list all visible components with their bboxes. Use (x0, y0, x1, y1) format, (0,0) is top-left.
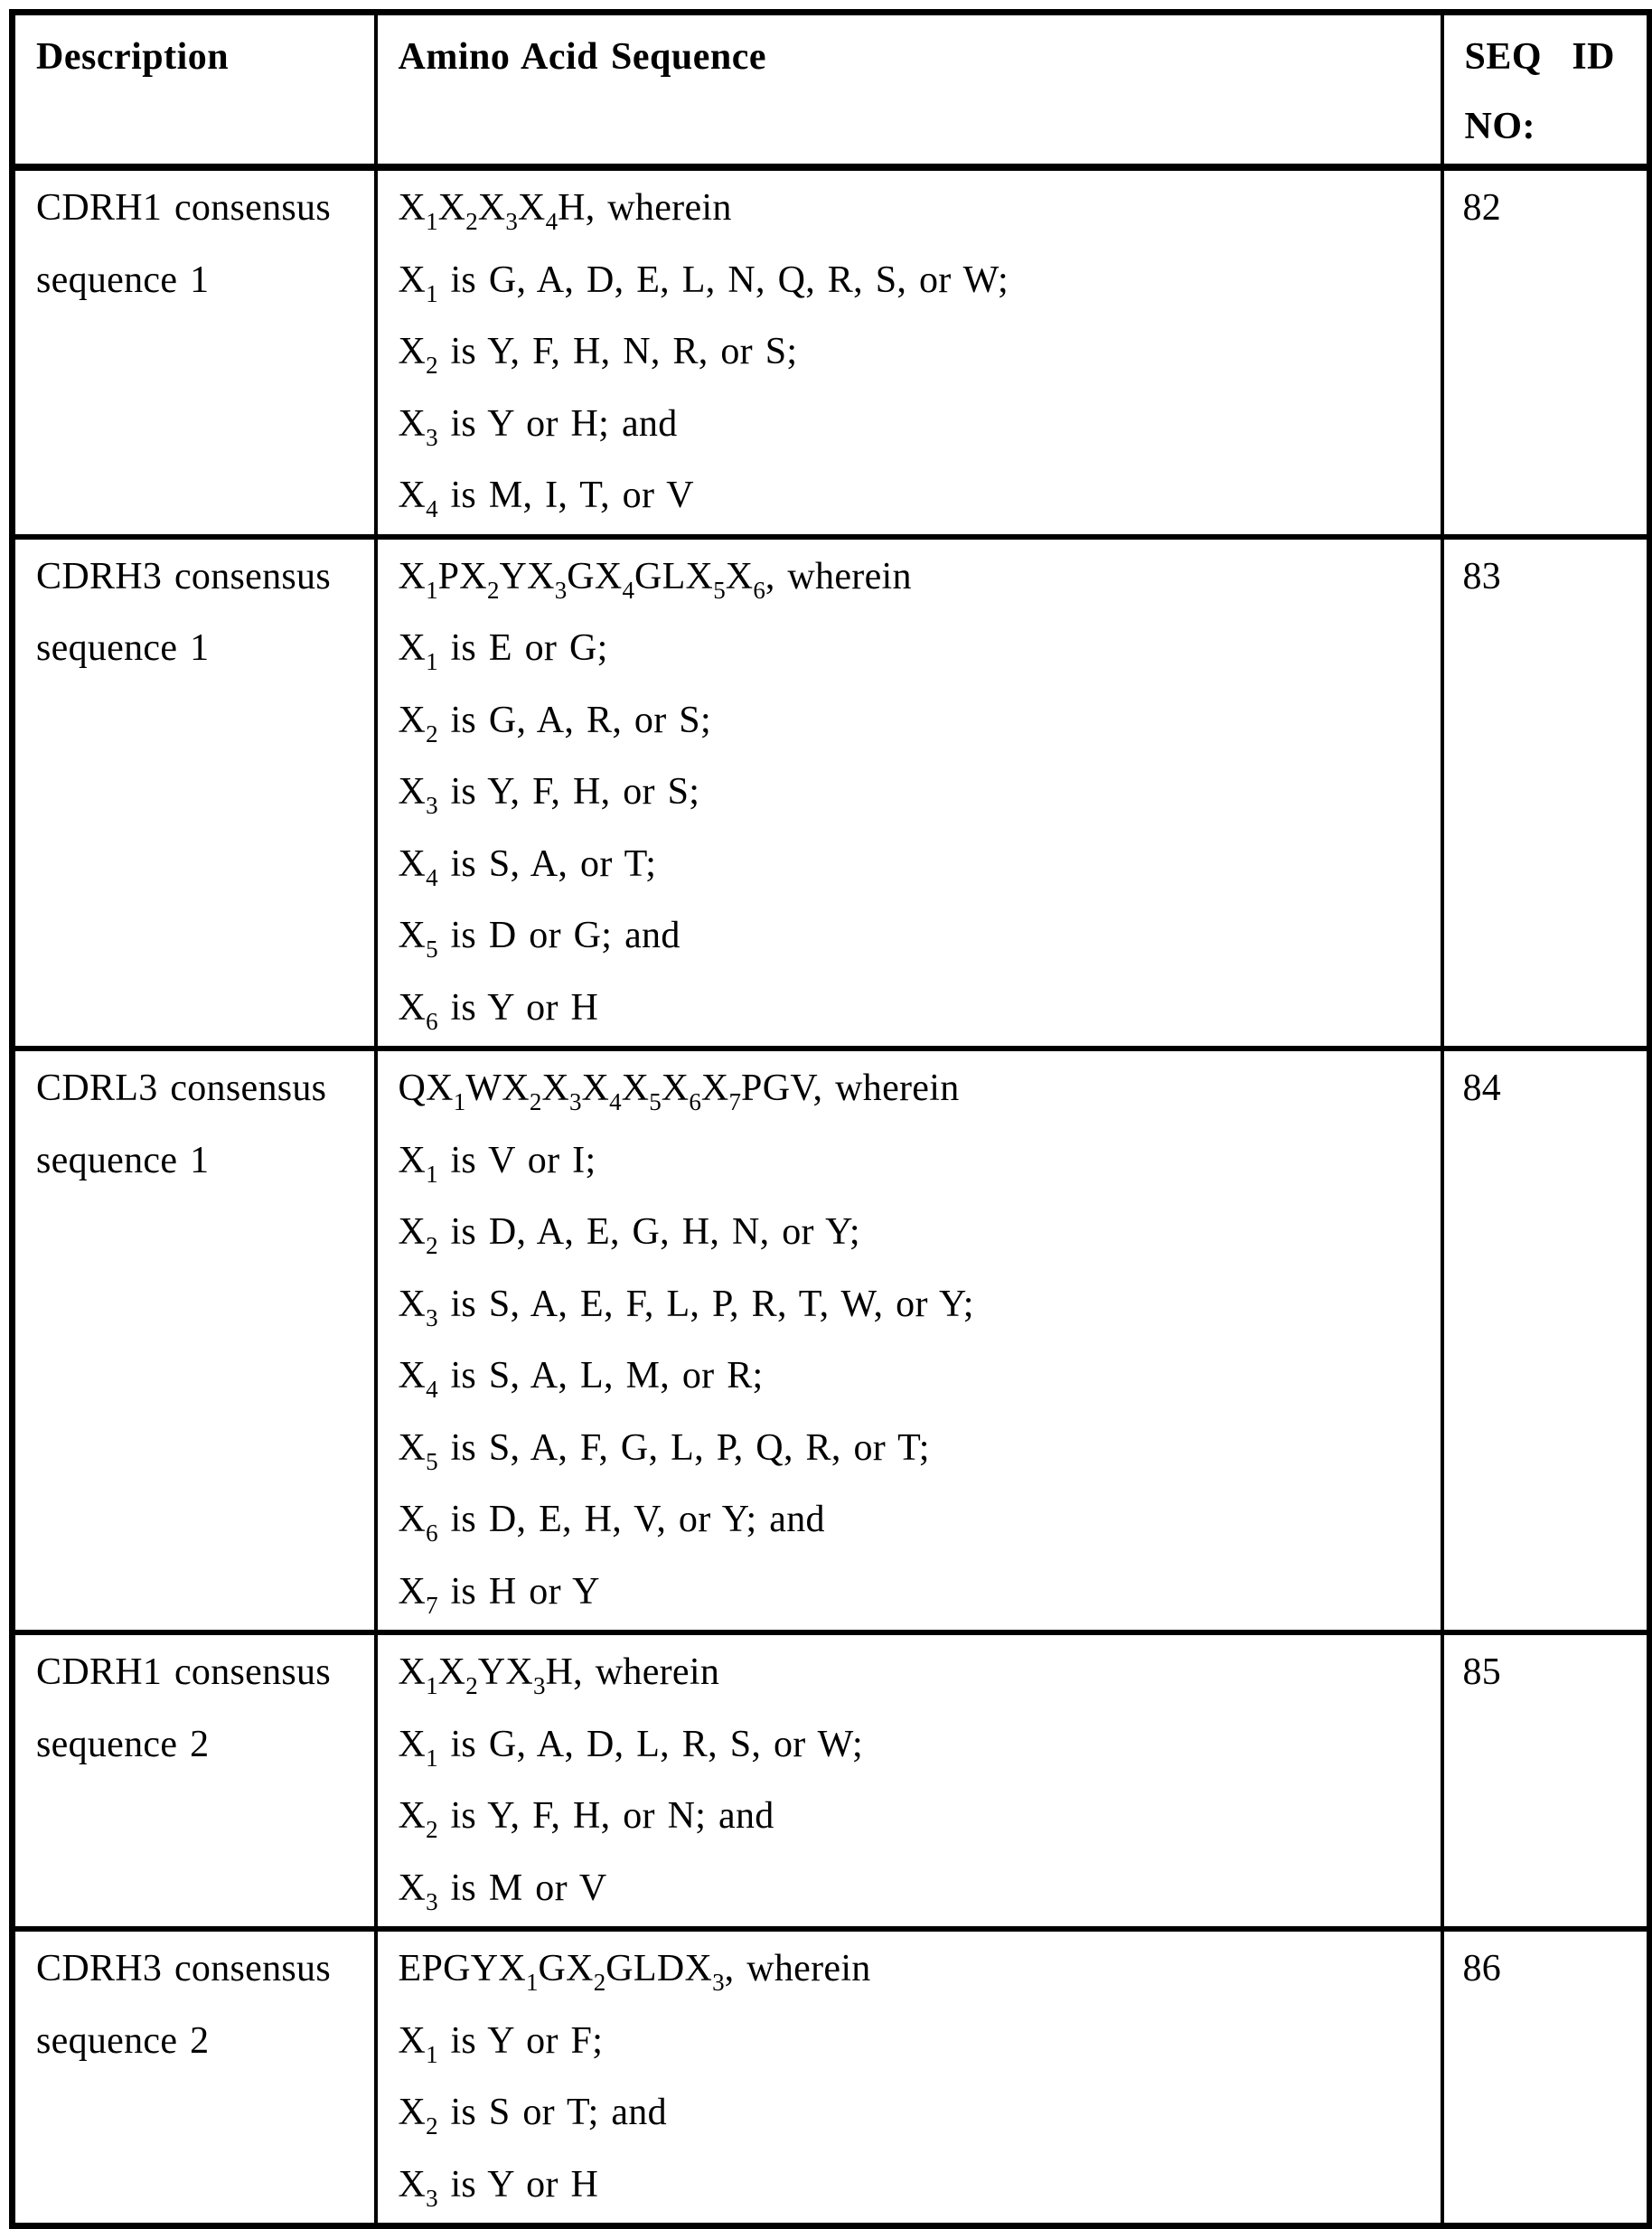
seq-id-value: 86 (1462, 1948, 1502, 1989)
seq-id-value: 85 (1462, 1651, 1502, 1693)
header-row (13, 13, 1650, 168)
header-description (13, 13, 376, 168)
sequence-line: $X_1$ is E or G; (398, 627, 608, 675)
description-line: sequence 2 (36, 2019, 210, 2062)
description-line: CDRH3 consensus (36, 1948, 332, 1989)
table-row (13, 1929, 1650, 2226)
header-description-label: Description (36, 36, 230, 78)
sequence-line: $X_2$ is D, A, E, G, H, N, or Y; (398, 1211, 860, 1259)
sequence-line: $X_6$ is Y or H (398, 986, 599, 1035)
seq-id-value: 83 (1462, 555, 1502, 597)
sequence-line: $X_2$ is Y, F, H, N, R, or S; (398, 331, 798, 379)
description-line: CDRL3 consensus (36, 1067, 327, 1109)
description-line: sequence 1 (36, 1139, 210, 1181)
sequence-line: $X_2$ is S or T; and (398, 2092, 667, 2140)
description-cell (13, 1049, 376, 1632)
sequence-line: $X_2$ is G, A, R, or S; (398, 699, 711, 748)
sequence-line: $X_6$ is D, E, H, V, or Y; and (398, 1499, 825, 1547)
seq-id-value: 82 (1462, 187, 1502, 229)
sequence-line: $X_3$ is M or V (398, 1867, 607, 1915)
sequence-line: $X_2$ is Y, F, H, or N; and (398, 1795, 774, 1843)
table-body (13, 167, 1650, 2226)
header-amino-acid-sequence (376, 13, 1442, 168)
sequence-line: $X_1$ is V or I; (398, 1139, 596, 1188)
sequence-line: $X_1$ is Y or F; (398, 2019, 604, 2068)
sequence-line: $X_7$ is H or Y (398, 1570, 600, 1619)
header-amino-acid-sequence-label: Amino Acid Sequence (398, 36, 767, 78)
description-line: sequence 1 (36, 627, 210, 669)
description-cell (13, 1929, 376, 2226)
header-seq-word: SEQ (1464, 36, 1543, 78)
sequence-cell (376, 537, 1442, 1049)
seq-id-cell (1442, 1049, 1650, 1632)
sequence-line: $X_5$ is D or G; and (398, 915, 681, 963)
header-id-word: ID (1572, 36, 1615, 78)
header-seq-id-line1 (1465, 23, 1638, 92)
sequence-line: $X_4$ is M, I, T, or V (398, 475, 694, 522)
sequence-cell (376, 1049, 1442, 1632)
sequence-line: $X_3$ is S, A, E, F, L, P, R, T, W, or Y; (398, 1283, 974, 1331)
table-header (13, 13, 1650, 168)
seq-id-cell (1442, 537, 1650, 1049)
seq-id-cell (1442, 1929, 1650, 2226)
sequence-cell (376, 167, 1442, 537)
description-line: CDRH3 consensus (36, 555, 332, 597)
description-cell (13, 537, 376, 1049)
description-cell (13, 167, 376, 537)
description-line: sequence 2 (36, 1723, 210, 1765)
seq-id-cell (1442, 167, 1650, 537)
sequence-line: $X_3$ is Y, F, H, or S; (398, 771, 700, 819)
table-row (13, 167, 1650, 537)
sequence-line: $EPGYX_1GX_2GLDX_3$, wherein (398, 1948, 871, 1996)
sequence-line: $X_1$ is G, A, D, E, L, N, Q, R, S, or W; (398, 259, 1009, 307)
sequence-line: $X_5$ is S, A, F, G, L, P, Q, R, or T; (398, 1426, 930, 1475)
header-no-word: NO: (1464, 106, 1535, 147)
sequence-line: $X_4$ is S, A, L, M, or R; (398, 1355, 764, 1403)
table-row (13, 1049, 1650, 1632)
sequence-line: $X_3$ is Y or H; and (398, 402, 678, 451)
sequence-line: $X_4$ is S, A, or T; (398, 842, 657, 891)
description-line: CDRH1 consensus (36, 1651, 332, 1693)
sequence-line: $X_3$ is Y or H (398, 2163, 599, 2212)
sequence-line: $X_1PX_2YX_3GX_4GLX_5X_6$, wherein (398, 555, 912, 604)
sequence-line: $X_1X_2X_3X_4H$, wherein (398, 187, 732, 235)
description-cell (13, 1632, 376, 1929)
sequence-cell (376, 1632, 1442, 1929)
description-line: CDRH1 consensus (36, 187, 332, 229)
seq-id-value: 84 (1462, 1067, 1502, 1109)
sequence-table (9, 9, 1652, 2229)
sequence-line: $QX_1WX_2X_3X_4X_5X_6X_7PGV$, wherein (398, 1067, 960, 1115)
sequence-line: $X_1X_2YX_3H$, wherein (398, 1651, 720, 1699)
table-row (13, 537, 1650, 1049)
description-line: sequence 1 (36, 259, 210, 301)
sequence-cell (376, 1929, 1442, 2226)
header-seq-id-no (1442, 13, 1650, 168)
sequence-line: $X_1$ is G, A, D, L, R, S, or W; (398, 1723, 863, 1772)
seq-id-cell (1442, 1632, 1650, 1929)
table-row (13, 1632, 1650, 1929)
